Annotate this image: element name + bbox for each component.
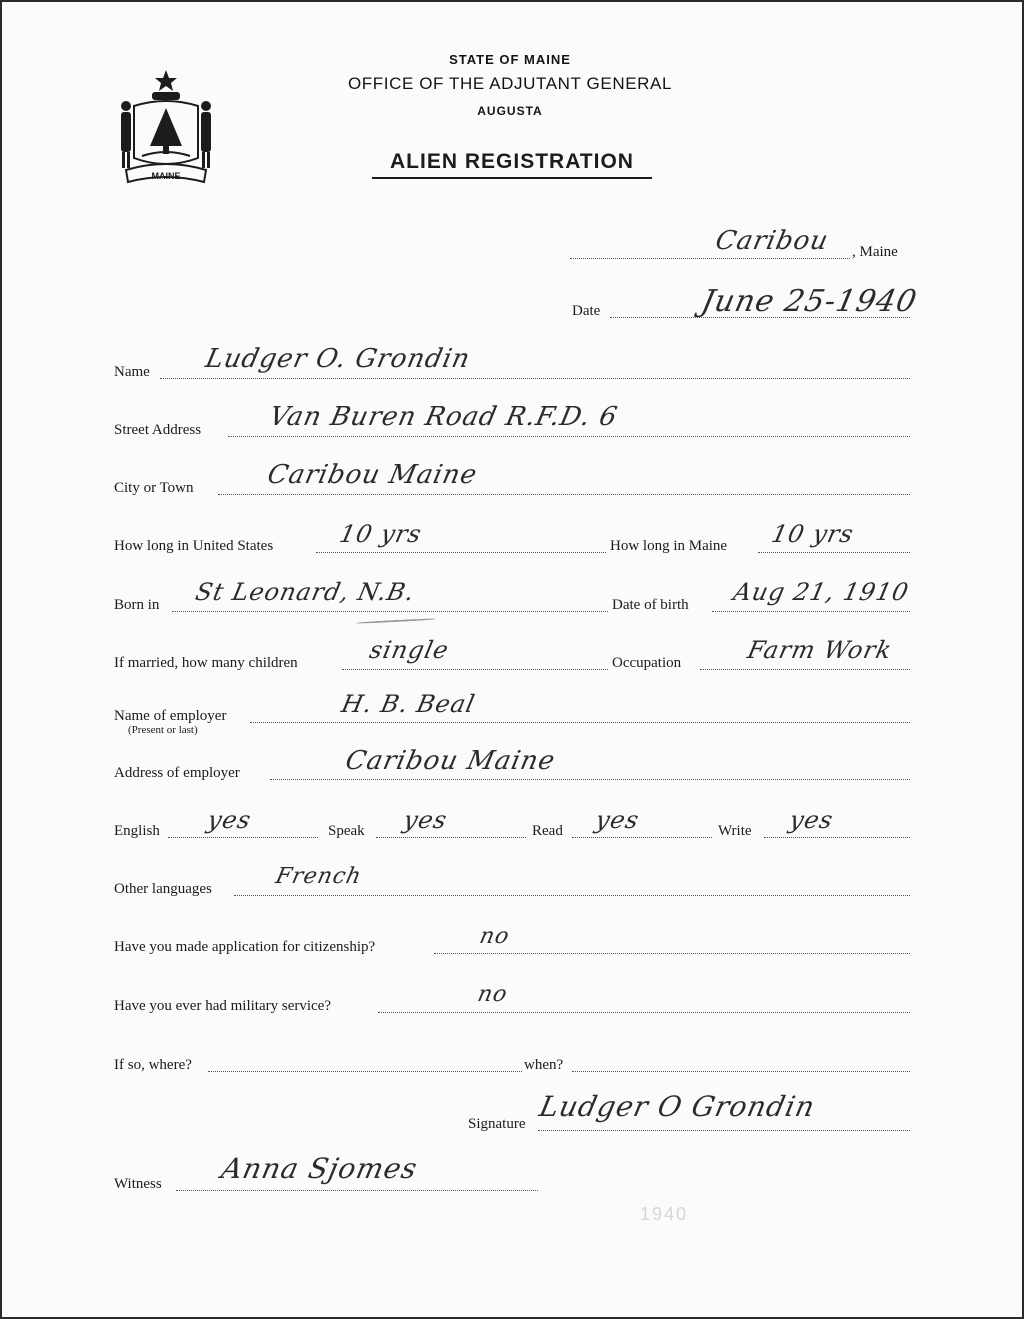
other-languages-label: Other languages xyxy=(114,881,212,897)
witness-line xyxy=(176,1190,538,1191)
read-line xyxy=(572,837,712,838)
children-value: single xyxy=(367,636,452,664)
maine-state-seal-icon xyxy=(112,66,220,190)
speak-line xyxy=(376,837,526,838)
citizenship-label: Have you made application for citizenship? xyxy=(114,939,376,955)
children-label: If married, how many children xyxy=(114,655,298,671)
born-in-value: St Leonard, N.B. xyxy=(193,578,418,606)
other-languages-line xyxy=(234,895,910,896)
employer-address-line xyxy=(270,779,910,780)
when-line xyxy=(572,1071,910,1072)
header-city: AUGUSTA xyxy=(477,104,543,118)
employer-name-value: H. B. Beal xyxy=(339,690,478,718)
witness-value: Anna Sjomes xyxy=(218,1152,421,1185)
employer-name-label: Name of employer xyxy=(114,708,227,724)
english-value: yes xyxy=(205,806,255,834)
name-value: Ludger O. Grondin xyxy=(202,344,474,374)
how-long-maine-line xyxy=(758,552,910,553)
where-line xyxy=(208,1071,522,1072)
signature-line xyxy=(538,1130,910,1131)
write-line xyxy=(764,837,910,838)
english-label: English xyxy=(114,823,160,839)
date-label: Date xyxy=(572,303,601,319)
street-address-value: Van Buren Road R.F.D. 6 xyxy=(266,402,621,432)
write-label: Write xyxy=(718,823,752,839)
date-of-birth-value: Aug 21, 1910 xyxy=(731,578,912,606)
header-office: OFFICE OF THE ADJUTANT GENERAL xyxy=(347,74,673,93)
how-long-us-label: How long in United States xyxy=(114,538,274,554)
employer-name-line xyxy=(250,722,910,723)
military-value: no xyxy=(475,982,511,1007)
city-line xyxy=(218,494,910,495)
occupation-label: Occupation xyxy=(612,655,682,671)
date-of-birth-line xyxy=(712,611,910,612)
occupation-value: Farm Work xyxy=(745,636,895,664)
header-state: STATE OF MAINE xyxy=(449,52,571,67)
employer-address-label: Address of employer xyxy=(114,765,240,781)
where-label: If so, where? xyxy=(114,1057,192,1073)
when-label: when? xyxy=(524,1057,564,1073)
citizenship-value: no xyxy=(477,924,513,949)
name-label: Name xyxy=(114,364,150,380)
children-line xyxy=(342,669,608,670)
occupation-line xyxy=(700,669,910,670)
street-address-label: Street Address xyxy=(114,422,202,438)
employer-name-sublabel: (Present or last) xyxy=(128,724,198,736)
signature-label: Signature xyxy=(468,1116,526,1132)
military-line xyxy=(378,1012,910,1013)
how-long-us-value: 10 yrs xyxy=(337,520,425,548)
born-in-line xyxy=(172,611,608,612)
speak-value: yes xyxy=(401,806,451,834)
city-label: City or Town xyxy=(114,480,194,496)
other-languages-value: French xyxy=(273,864,365,889)
place-label: , Maine xyxy=(852,244,898,260)
read-label: Read xyxy=(532,823,563,839)
pencil-mark xyxy=(356,618,436,624)
seal-text: MAINE xyxy=(151,171,181,181)
place-line xyxy=(570,258,850,259)
how-long-maine-label: How long in Maine xyxy=(610,538,728,554)
street-address-line xyxy=(228,436,910,437)
received-stamp: 1940 xyxy=(640,1204,689,1224)
employer-address-value: Caribou Maine xyxy=(342,746,559,776)
military-label: Have you ever had military service? xyxy=(114,998,331,1014)
form-title: ALIEN REGISTRATION xyxy=(372,150,652,179)
english-line xyxy=(168,837,318,838)
read-value: yes xyxy=(593,806,643,834)
city-value: Caribou Maine xyxy=(264,460,481,490)
born-in-label: Born in xyxy=(114,597,160,613)
how-long-us-line xyxy=(316,552,606,553)
date-of-birth-label: Date of birth xyxy=(612,597,689,613)
write-value: yes xyxy=(787,806,837,834)
citizenship-line xyxy=(434,953,910,954)
how-long-maine-value: 10 yrs xyxy=(769,520,857,548)
date-value: June 25-1940 xyxy=(698,284,921,319)
place-value: Caribou xyxy=(712,226,832,256)
name-line xyxy=(160,378,910,379)
signature-value: Ludger O Grondin xyxy=(536,1090,819,1123)
witness-label: Witness xyxy=(114,1176,162,1192)
speak-label: Speak xyxy=(328,823,365,839)
